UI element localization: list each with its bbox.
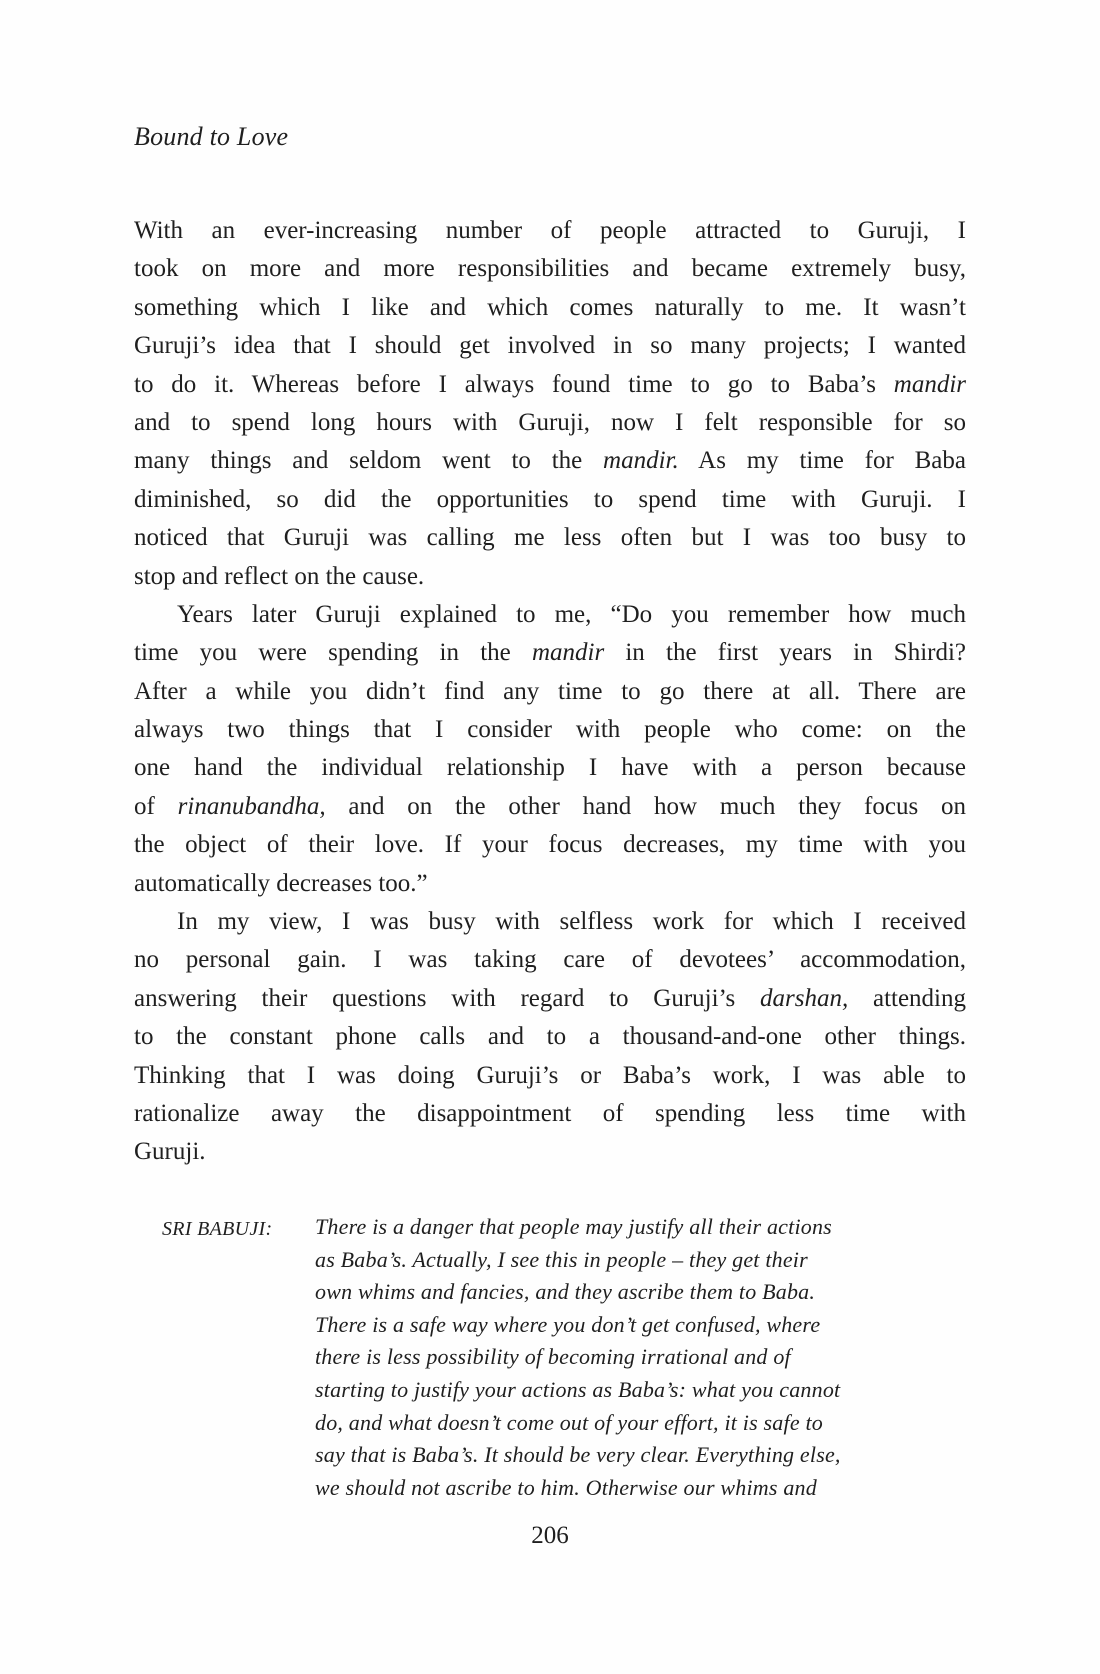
text-line: automatically decreases too.”: [134, 869, 428, 897]
text-line: Guruji.: [134, 1138, 206, 1166]
text-line: and to spend long hours with Guruji, now I felt responsible for so: [134, 408, 966, 436]
text-line: After a while you didn’t find any time to go there at all. There are: [134, 677, 966, 705]
quote-line: we should not ascribe to him. Otherwise our whims and: [315, 1474, 817, 1500]
text-line: stop and reflect on the cause.: [134, 562, 425, 590]
page-number: 206: [531, 1522, 569, 1549]
quote-line: There is a danger that people may justify all their actions: [315, 1214, 832, 1239]
quote-line: as Baba’s. Actually, I see this in people – they get their: [315, 1246, 808, 1272]
text-line: something which I like and which comes naturally to me. It wasn’t: [134, 293, 966, 321]
quote-line: starting to justify your actions as Baba’s: what you cannot: [315, 1376, 841, 1402]
quote-line: say that is Baba’s. It should be very clear. Everything else,: [315, 1442, 841, 1468]
text-line: of rinanubandha, and on the other hand how much they focus on: [134, 792, 967, 820]
text-line: to the constant phone calls and to a thousand-and-one other things.: [134, 1023, 966, 1051]
text-line: With an ever-increasing number of people attracted to Guruji, I: [134, 217, 966, 244]
paragraph: [134, 212, 966, 596]
text-line: one hand the individual relationship I have with a person because: [134, 754, 966, 782]
text-line: always two things that I consider with people who come: on the: [134, 716, 966, 744]
text-line: In my view, I was busy with selfless work for which I received: [177, 908, 966, 936]
text-line: diminished, so did the opportunities to spend time with Guruji. I: [134, 485, 966, 513]
text-line: answering their questions with regard to Guruji’s darshan, attending: [134, 984, 967, 1012]
quote-line: there is less possibility of becoming irrational and of: [315, 1344, 791, 1370]
quote-text: [315, 1211, 1100, 1504]
text-line: to do it. Whereas before I always found time to go to Baba’s mandir: [134, 370, 966, 398]
text-line: noticed that Guruji was calling me less often but I was too busy to: [134, 524, 966, 552]
text-line: many things and seldom went to the mandir. As my time for Baba: [134, 447, 966, 475]
body-text: [134, 212, 966, 1172]
text-line: Years later Guruji explained to me, “Do you remember how much: [177, 600, 966, 628]
quote-line: own whims and fancies, and they ascribe them to Baba.: [315, 1279, 816, 1305]
text-line: rationalize away the disappointment of spending less time with: [134, 1099, 966, 1127]
text-line: Guruji’s idea that I should get involved in so many projects; I wanted: [134, 332, 966, 360]
quote-line: There is a safe way where you don’t get confused, where: [315, 1311, 821, 1337]
text-line: the object of their love. If your focus decreases, my time with you: [134, 831, 966, 859]
text-line: took on more and more responsibilities and became extremely busy,: [134, 255, 966, 283]
quote-speaker-label: SRI BABUJI:: [162, 1218, 273, 1240]
text-line: no personal gain. I was taking care of devotees’ accommodation,: [134, 946, 966, 974]
quote-block: [0, 1211, 1100, 1504]
running-header: Bound to Love: [134, 122, 289, 151]
paragraph: [134, 903, 966, 1172]
text-line: time you were spending in the mandir in the first years in Shirdi?: [134, 639, 967, 667]
paragraph: [134, 596, 966, 903]
text-line: Thinking that I was doing Guruji’s or Baba’s work, I was able to: [134, 1061, 966, 1089]
quote-line: do, and what doesn’t come out of your effort, it is safe to: [315, 1409, 823, 1435]
